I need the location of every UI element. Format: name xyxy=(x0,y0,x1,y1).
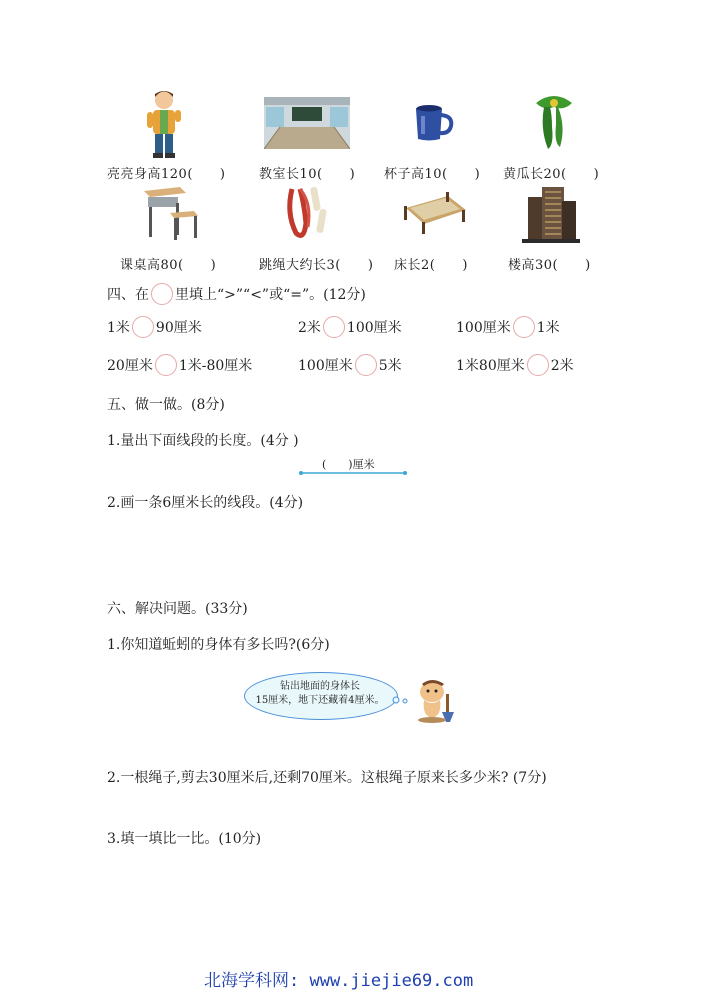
compare-right: 1米-80厘米 xyxy=(178,358,253,374)
compare-left: 20厘米 xyxy=(107,358,153,374)
caption-cup-height: 杯子高10( ) xyxy=(384,167,481,182)
bubble-tail-icon xyxy=(392,694,412,706)
classroom-image xyxy=(264,97,350,149)
question-5-2: 2.画一条6厘米长的线段。(4分) xyxy=(107,495,304,511)
caption-classroom-length: 教室长10( ) xyxy=(259,167,356,182)
compare-left: 2米 xyxy=(298,320,321,336)
compare-answer-circle[interactable] xyxy=(155,354,177,376)
question-6-2: 2.一根绳子,剪去30厘米后,还剩70厘米。这根绳子原来长多少米? (7分) xyxy=(107,770,547,786)
earthworm-image xyxy=(412,676,462,724)
caption-boy-height: 亮亮身高120( ) xyxy=(107,167,226,182)
compare-item-3 xyxy=(456,316,560,338)
question-6-1: 1.你知道蚯蚓的身体有多长吗?(6分) xyxy=(107,637,330,653)
compare-item-5 xyxy=(298,354,402,376)
section-4-suffix: 里填上“>”“<”或“=”。(12分) xyxy=(175,287,366,303)
compare-answer-circle[interactable] xyxy=(355,354,377,376)
caption-cucumber-length: 黄瓜长20( ) xyxy=(503,167,600,182)
question-5-1: 1.量出下面线段的长度。(4分 ) xyxy=(107,433,299,449)
compare-right: 5米 xyxy=(378,358,402,374)
line-segment xyxy=(298,468,408,478)
bed-image xyxy=(400,188,470,236)
compare-right: 1米 xyxy=(536,320,560,336)
compare-answer-circle[interactable] xyxy=(527,354,549,376)
question-6-3: 3.填一填比一比。(10分) xyxy=(107,831,262,847)
section-6-title: 六、解决问题。(33分) xyxy=(107,601,248,617)
footer-watermark: 北海学科网: www.jiejie69.com xyxy=(204,971,474,991)
compare-item-1 xyxy=(107,316,202,338)
compare-right: 2米 xyxy=(550,358,574,374)
compare-left: 100厘米 xyxy=(298,358,353,374)
caption-desk-height: 课桌高80( ) xyxy=(120,258,217,273)
jump-rope-image xyxy=(282,183,338,243)
desk-image xyxy=(140,183,202,245)
answer-circle-icon xyxy=(151,283,173,305)
compare-right: 100厘米 xyxy=(346,320,402,336)
segment-answer-label: ( )厘米 xyxy=(322,458,375,471)
bubble-line-1: 钻出地面的身体长 xyxy=(280,681,360,692)
building-image xyxy=(522,183,580,243)
section-5-title: 五、做一做。(8分) xyxy=(107,397,225,413)
compare-item-4 xyxy=(107,354,252,376)
compare-left: 100厘米 xyxy=(456,320,511,336)
caption-rope-length: 跳绳大约长3( ) xyxy=(259,258,374,273)
boy-image xyxy=(143,88,185,160)
bubble-line-2: 15厘米，地下还藏着4厘米。 xyxy=(255,695,385,706)
compare-left: 1米80厘米 xyxy=(456,358,525,374)
speech-bubble-text xyxy=(252,680,388,708)
caption-bed-length: 床长2( ) xyxy=(394,258,468,273)
compare-right: 90厘米 xyxy=(155,320,202,336)
compare-left: 1米 xyxy=(107,320,130,336)
cup-image xyxy=(413,104,455,142)
cucumber-image xyxy=(526,93,582,151)
caption-building-height: 楼高30( ) xyxy=(508,258,591,273)
section-4-title xyxy=(107,283,366,305)
section-4-prefix: 四、在 xyxy=(107,287,149,303)
compare-answer-circle[interactable] xyxy=(132,316,154,338)
compare-answer-circle[interactable] xyxy=(323,316,345,338)
compare-item-6 xyxy=(456,354,574,376)
compare-item-2 xyxy=(298,316,402,338)
compare-answer-circle[interactable] xyxy=(513,316,535,338)
